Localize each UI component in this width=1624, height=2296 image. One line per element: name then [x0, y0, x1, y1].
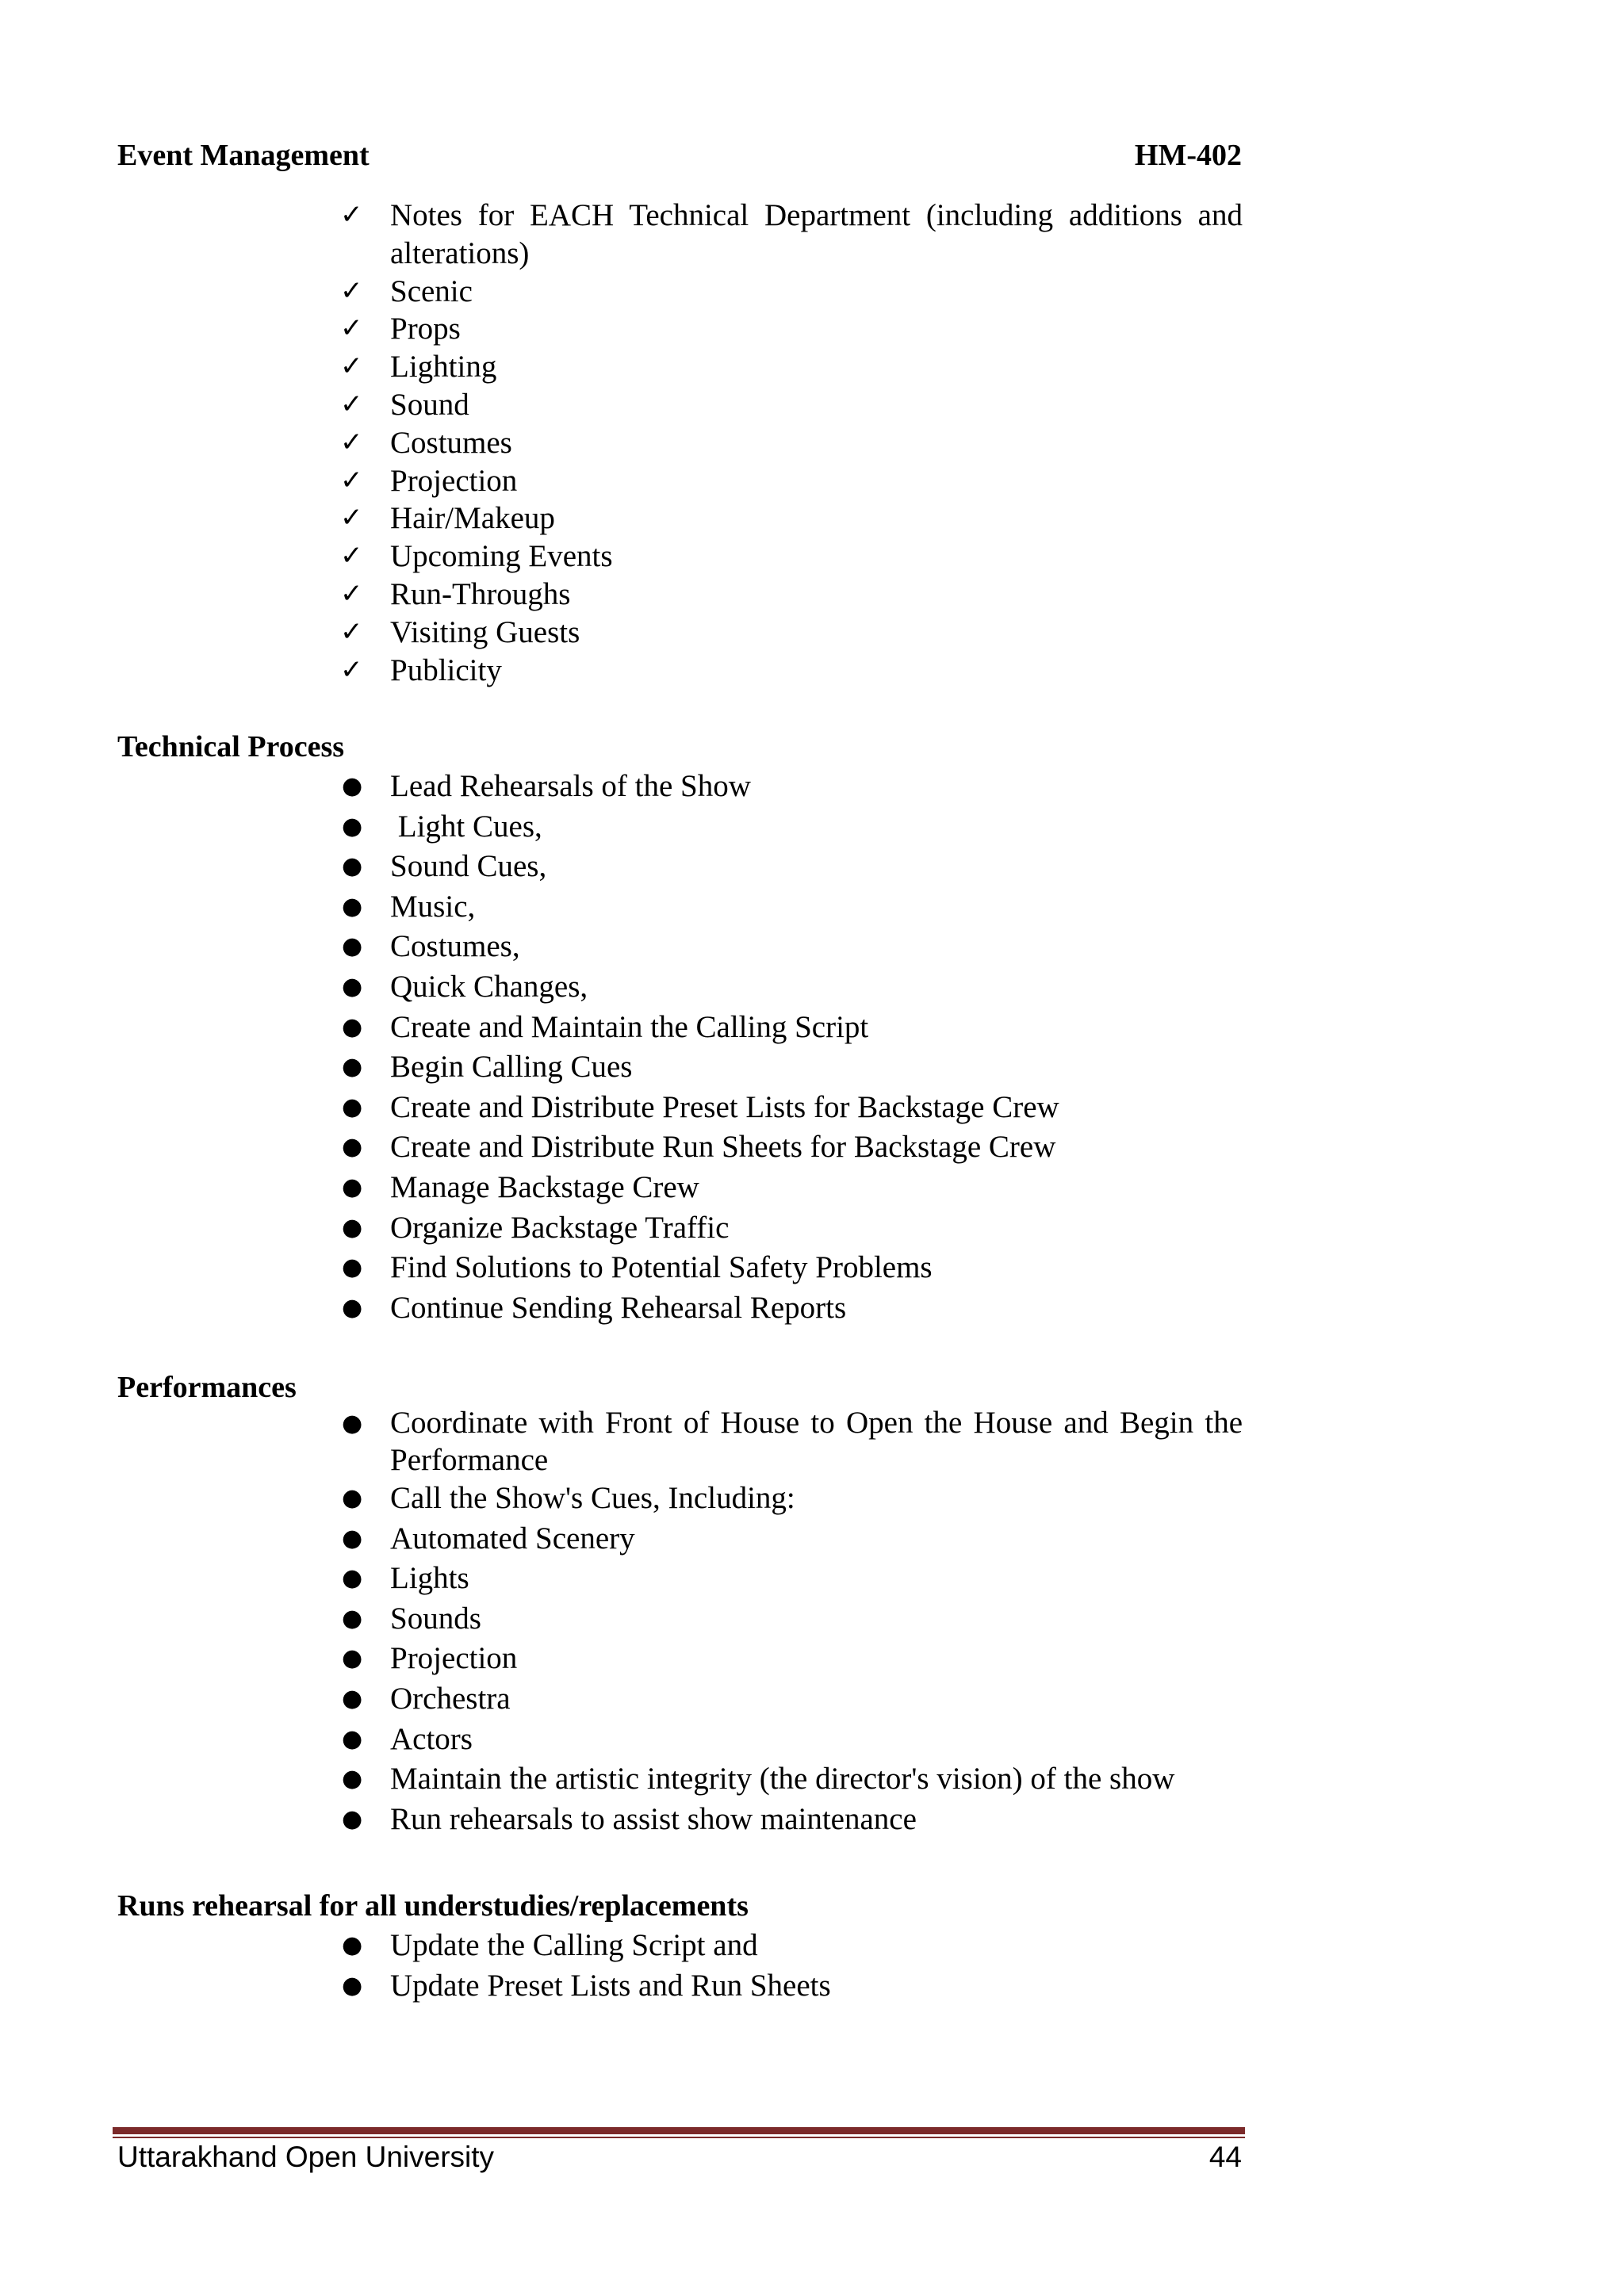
list-item [339, 1519, 1243, 1559]
bullet-icon: ● [342, 1524, 363, 1552]
bullet-icon: ● [342, 1484, 363, 1512]
check-icon: ✓ [340, 577, 363, 610]
list-item [339, 1559, 1243, 1599]
list-item [339, 499, 1243, 538]
list-item-label: Hair/Makeup [390, 501, 555, 536]
list-item [339, 967, 1243, 1008]
bullet-icon: ● [342, 1684, 363, 1712]
list-item-label: Call the Show's Cues, Including: [390, 1481, 795, 1515]
list-item-label: Lead Rehearsals of the Show [390, 769, 751, 803]
bullet-icon: ● [342, 972, 363, 1001]
list-item [339, 1720, 1243, 1760]
list-item [339, 1047, 1243, 1088]
list-item [339, 1127, 1243, 1168]
list-item-label: Actors [390, 1721, 473, 1756]
list-item [339, 1599, 1243, 1640]
list-item [339, 1479, 1243, 1519]
check-icon: ✓ [340, 350, 363, 383]
list-item [339, 847, 1243, 887]
list-item [339, 273, 1243, 311]
list-item [339, 1759, 1243, 1800]
bullet-icon: ● [342, 1644, 363, 1673]
list-item [339, 1008, 1243, 1048]
list-item-label: Lights [390, 1561, 469, 1596]
bullet-icon: ● [342, 1012, 363, 1041]
bullet-icon: ● [342, 1173, 363, 1201]
bullet-icon: ● [342, 812, 363, 840]
department-checklist [339, 197, 1243, 689]
list-item-label: Light Cues, [390, 809, 542, 844]
check-icon: ✓ [340, 502, 363, 534]
list-item [339, 462, 1243, 500]
list-item [339, 1168, 1243, 1208]
list-item-label: Create and Distribute Preset Lists for Backstage Crew [390, 1089, 1059, 1124]
bullet-icon: ● [342, 1293, 363, 1322]
footer-rule [113, 2127, 1245, 2138]
understudies-heading: Runs rehearsal for all understudies/replacements [117, 1889, 749, 1923]
list-item [339, 807, 1243, 848]
list-item [339, 652, 1243, 690]
list-item-label: Run rehearsals to assist show maintenance [390, 1801, 917, 1836]
list-item-label: Sounds [390, 1601, 481, 1636]
list-item [339, 576, 1243, 614]
list-item-label: Publicity [390, 652, 502, 687]
check-icon: ✓ [340, 199, 363, 231]
bullet-icon: ● [342, 772, 363, 800]
bullet-icon: ● [342, 1564, 363, 1593]
check-icon: ✓ [340, 540, 363, 572]
list-item-label: Coordinate with Front of House to Open the House and Begin the Performance [390, 1406, 1243, 1477]
bullet-icon: ● [342, 1053, 363, 1081]
course-title: Event Management [117, 139, 370, 172]
bullet-icon: ● [342, 1724, 363, 1753]
list-item-label: Maintain the artistic integrity (the director's vision) of the show [390, 1762, 1175, 1797]
bullet-icon: ● [342, 892, 363, 920]
list-item [339, 386, 1243, 424]
check-icon: ✓ [340, 653, 363, 686]
check-icon: ✓ [340, 426, 363, 458]
list-item-label: Create and Maintain the Calling Script [390, 1009, 869, 1044]
list-item [339, 1208, 1243, 1249]
list-item [339, 1288, 1243, 1329]
technical-process-heading: Technical Process [117, 730, 345, 763]
list-item [339, 1248, 1243, 1288]
list-item-label: Orchestra [390, 1681, 511, 1716]
bullet-icon: ● [342, 1133, 363, 1161]
list-item [339, 310, 1243, 348]
list-item-label: Update Preset Lists and Run Sheets [390, 1968, 831, 2003]
list-item [339, 1800, 1243, 1840]
list-item [339, 1088, 1243, 1128]
performances-list [339, 1404, 1243, 1839]
understudies-list [339, 1926, 1243, 2006]
list-item [339, 927, 1243, 967]
list-item-label: Continue Sending Rehearsal Reports [390, 1290, 847, 1325]
page-footer [117, 2137, 1242, 2177]
list-item [339, 767, 1243, 807]
list-item-label: Costumes, [390, 929, 520, 964]
list-item [339, 1679, 1243, 1720]
list-item [339, 538, 1243, 576]
list-item-label: Props [390, 312, 461, 346]
list-item [339, 424, 1243, 462]
page-header [117, 135, 1242, 176]
list-item [339, 1966, 1243, 2007]
list-item-label: Automated Scenery [390, 1521, 635, 1556]
list-item-label: Quick Changes, [390, 969, 588, 1004]
list-item-label: Notes for EACH Technical Department (including additions and alterations) [390, 198, 1243, 270]
list-item-label: Lighting [390, 350, 497, 385]
list-item [339, 614, 1243, 652]
list-item-label: Upcoming Events [390, 539, 613, 574]
list-item-label: Music, [390, 889, 476, 924]
bullet-icon: ● [342, 1410, 363, 1437]
page-number: 44 [1208, 2141, 1242, 2173]
list-item-label: Organize Backstage Traffic [390, 1210, 730, 1245]
list-item-label: Create and Distribute Run Sheets for Backstage Crew [390, 1130, 1056, 1165]
check-icon: ✓ [340, 615, 363, 648]
list-item [339, 1926, 1243, 1966]
bullet-icon: ● [342, 1804, 363, 1833]
technical-process-list [339, 767, 1243, 1328]
list-item [339, 887, 1243, 928]
list-item-label: Projection [390, 1641, 518, 1676]
list-item-label: Costumes [390, 425, 512, 460]
list-item-label: Begin Calling Cues [390, 1050, 633, 1085]
list-item-label: Scenic [390, 274, 473, 308]
course-code: HM-402 [1134, 139, 1242, 172]
list-item [339, 1639, 1243, 1679]
list-item-label: Run-Throughs [390, 576, 571, 611]
bullet-icon: ● [342, 1213, 363, 1242]
bullet-icon: ● [342, 932, 363, 961]
list-item-label: Sound [390, 387, 469, 422]
check-icon: ✓ [340, 464, 363, 496]
bullet-icon: ● [342, 1253, 363, 1282]
list-item [339, 1404, 1243, 1479]
list-item-label: Visiting Guests [390, 614, 580, 649]
list-item-label: Sound Cues, [390, 849, 547, 884]
bullet-icon: ● [342, 1931, 363, 1959]
footer-rule-thick [113, 2127, 1245, 2134]
bullet-icon: ● [342, 852, 363, 881]
bullet-icon: ● [342, 1093, 363, 1121]
bullet-icon: ● [342, 1765, 363, 1793]
bullet-icon: ● [342, 1971, 363, 1999]
list-item-label: Manage Backstage Crew [390, 1169, 699, 1204]
list-item-label: Projection [390, 463, 518, 498]
performances-heading: Performances [117, 1371, 297, 1404]
institution-name: Uttarakhand Open University [117, 2141, 495, 2173]
list-item [339, 348, 1243, 386]
bullet-icon: ● [342, 1604, 363, 1632]
list-item [339, 197, 1243, 273]
check-icon: ✓ [340, 312, 363, 345]
check-icon: ✓ [340, 388, 363, 420]
list-item-label: Update the Calling Script and [390, 1928, 758, 1962]
list-item-label: Find Solutions to Potential Safety Problems [390, 1250, 933, 1285]
check-icon: ✓ [340, 274, 363, 307]
